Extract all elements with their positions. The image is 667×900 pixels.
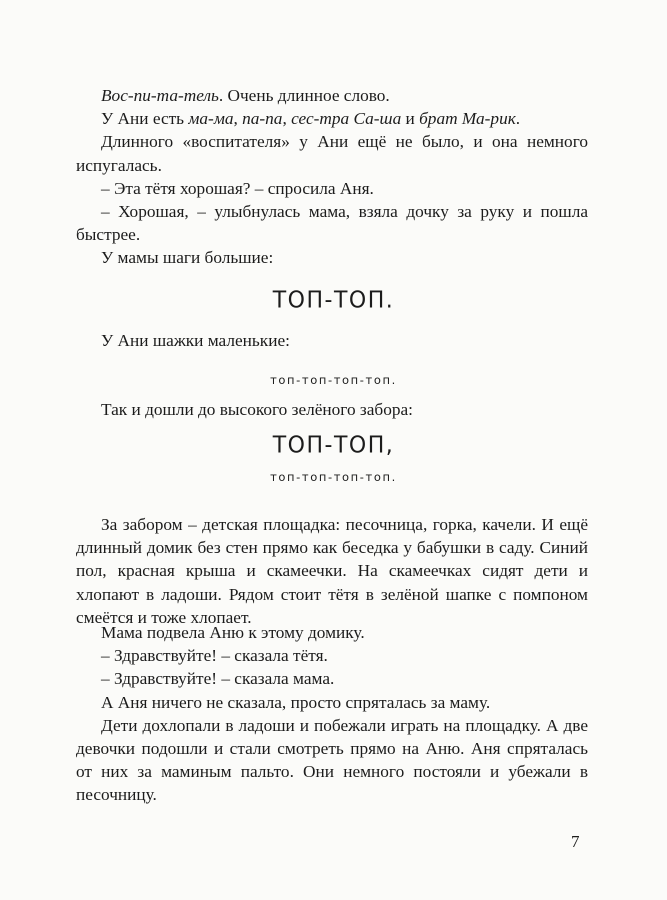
paragraph-dialogue-question: – Эта тётя хорошая? – спросила Аня.: [101, 178, 374, 198]
text-span: ,: [282, 109, 292, 129]
paragraph-fence: Так и дошли до высокого зелёного забора:: [101, 400, 413, 419]
sound-small-steps: топ-топ-топ-топ.: [270, 373, 397, 387]
text-block-intro: [76, 84, 588, 270]
paragraph-scared: Длинного «воспитателя» у Ани ещё не было, и она немного испугалась.: [76, 132, 588, 175]
text-span: У Ани есть: [101, 109, 189, 129]
italic-word: па-па: [242, 109, 283, 129]
paragraph-playground: За забором – детская площадка: песочница, горка, качели. И ещё длинный домик без стен прямо как беседка у бабушки в саду. Синий пол, красная крыша и скамеечки. На скамеечках сидят дети и хлопают в ладоши. Рядом стоит тётя в зелёной шапке с помпоном смеётся и тоже хлопает.: [76, 515, 588, 627]
paragraph-family: [76, 107, 588, 130]
paragraph-greeting-mom: – Здравствуйте! – сказала мама.: [101, 669, 335, 689]
italic-word: Вос-пи-та-тель: [101, 86, 219, 105]
text-span: . Очень длинное слово.: [218, 86, 390, 105]
text-block-small-steps: [76, 329, 588, 352]
sound-big-steps: ТОП-ТОП.: [272, 287, 395, 314]
paragraph-educator: [76, 84, 588, 107]
text-block-playground: [76, 513, 588, 629]
text-block-fence: [76, 398, 588, 421]
page-number: 7: [571, 832, 580, 851]
text-block-ending: [76, 621, 588, 807]
italic-word: ма-ма: [188, 109, 234, 129]
paragraph-mom-steps: У мамы шаги большие:: [101, 248, 274, 268]
text-span: и: [401, 109, 420, 129]
text-span: ,: [233, 109, 243, 129]
paragraph-children-ran: Дети дохлопали в ладоши и побежали играть на площадку. А две девочки подошли и стали смотреть прямо на Аню. Аня спряталась от них за маминым пальто. Они немного постояли и убежали в песочницу.: [76, 715, 588, 805]
paragraph-hid: А Аня ничего не сказала, просто спряталась за маму.: [101, 692, 491, 712]
paragraph-led-to-house: Мама подвела Аню к этому домику.: [101, 623, 365, 642]
paragraph-small-steps: У Ани шажки маленькие:: [101, 331, 290, 350]
paragraph-dialogue-answer: – Хорошая, – улыбнулась мама, взяла дочку за руку и пошла быстрее.: [76, 202, 588, 245]
paragraph-greeting-teacher: – Здравствуйте! – сказала тётя.: [101, 646, 328, 666]
italic-word: брат Ма-рик: [419, 109, 516, 129]
italic-word: сес-тра Са-ша: [291, 109, 402, 129]
sound-small-steps-2: топ-топ-топ-топ.: [270, 470, 397, 484]
sound-big-steps-2: ТОП-ТОП,: [272, 432, 395, 459]
text-span: .: [515, 109, 521, 129]
